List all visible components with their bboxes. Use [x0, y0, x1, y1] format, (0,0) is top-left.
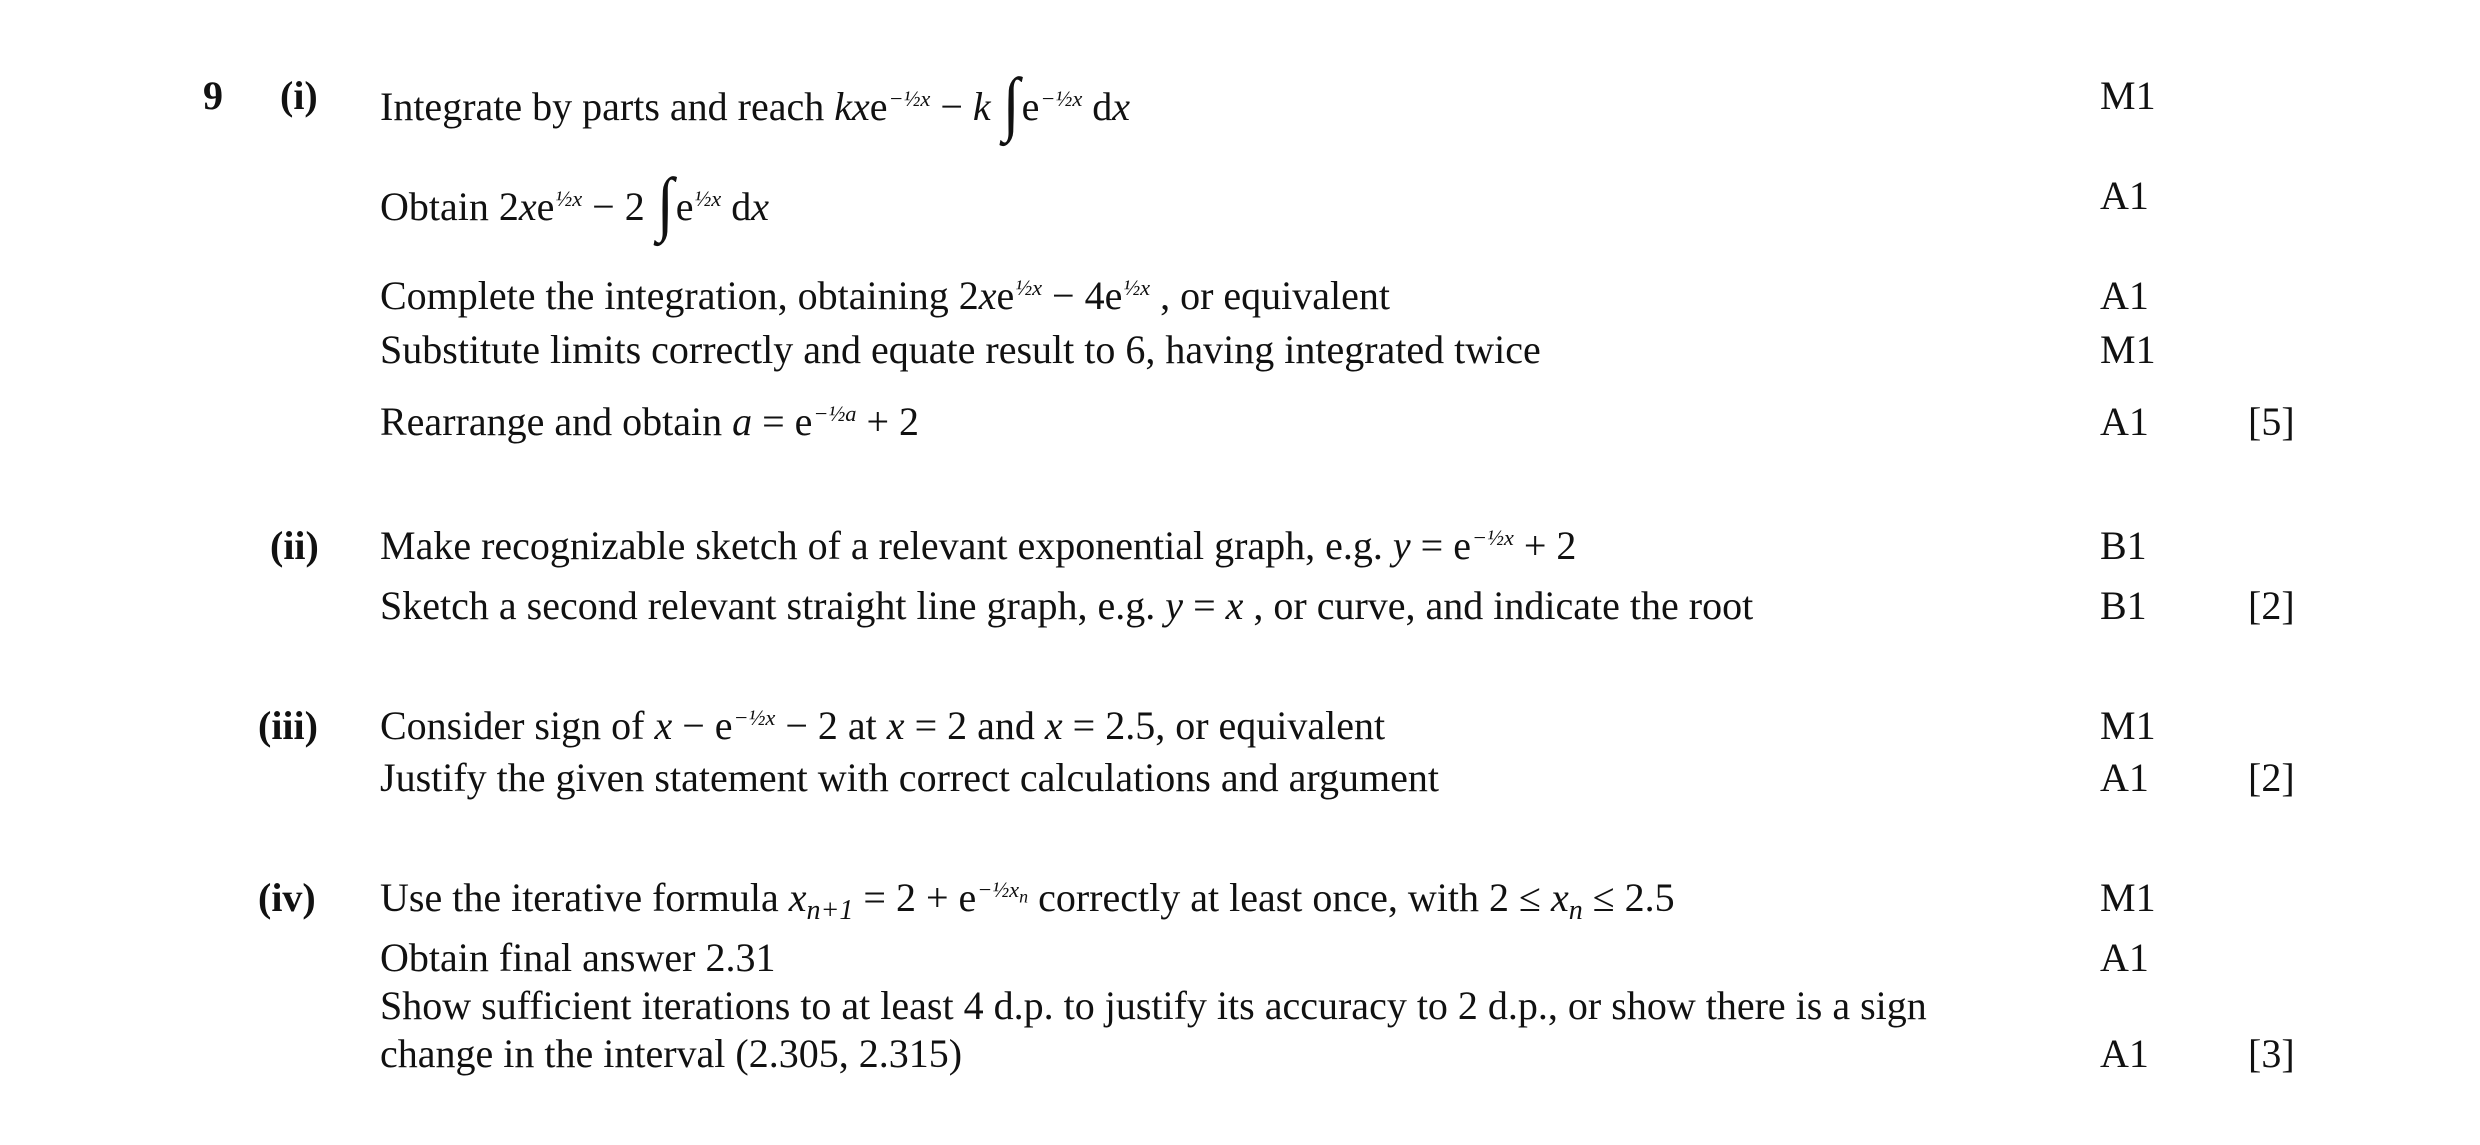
mark-code: A1	[2100, 399, 2149, 444]
math-expression: $a = e^{-\frac{1}{2}a} + 2$	[732, 399, 920, 444]
row-ii-2	[380, 583, 1754, 628]
row-text: Obtain final answer 2.31	[380, 935, 776, 980]
part-label-iv: (iv)	[258, 875, 316, 920]
part-total: [2]	[2248, 583, 2295, 628]
row-text-after: at	[847, 703, 887, 748]
row-iv-2	[380, 935, 776, 980]
math-expression: $y = e^{-\frac{1}{2}x} + 2$	[1392, 523, 1577, 568]
row-iii-2	[380, 755, 1439, 800]
row-iv-3	[380, 983, 1927, 1028]
math-expression: $x - e^{-\frac{1}{2}x} - 2$	[654, 703, 838, 748]
math-expression: $2xe^{\frac{1}{2}x} - 4e^{\frac{1}{2}x}$	[958, 273, 1151, 318]
row-ii-1	[380, 523, 1577, 568]
row-text: Complete the integration, obtaining	[380, 273, 959, 318]
row-iv-1	[380, 875, 1675, 927]
math-expression: $2 \le x_n \le 2.5$	[1489, 875, 1675, 927]
row-i-4	[380, 327, 1541, 372]
mark-code: M1	[2100, 875, 2156, 920]
math-expression: kxe$^{-\frac{1}{2}x}$ − k $\int e^{-\frac{1}{2}x}$ dx	[834, 65, 1131, 144]
part-total: [5]	[2248, 399, 2295, 444]
mark-code: A1	[2100, 273, 2149, 318]
row-i-5	[380, 399, 920, 444]
row-text: Show sufficient iterations to at least 4 d.p. to justify its accuracy to 2 d.p., or show there is a sign	[380, 983, 1927, 1028]
mark-code: A1	[2100, 173, 2149, 218]
mark-code: A1	[2100, 1031, 2149, 1076]
math-expression: $2xe^{\frac{1}{2}x} - 2$ $\int e^{\frac{1}{2}x}$ dx	[498, 165, 769, 244]
row-iii-1	[380, 703, 1386, 748]
part-total: [2]	[2248, 755, 2295, 800]
row-text: Sketch a second relevant straight line graph, e.g.	[380, 583, 1166, 628]
row-text: Make recognizable sketch of a relevant exponential graph, e.g.	[380, 523, 1393, 568]
row-text: Obtain	[380, 184, 499, 229]
row-text: Integrate by parts and reach	[380, 84, 835, 129]
row-i-1	[380, 65, 1131, 144]
row-iv-4	[380, 1031, 963, 1076]
row-text-after: , or equivalent	[1160, 273, 1391, 318]
row-text-after: , or curve, and indicate the root	[1253, 583, 1754, 628]
question-number: 9	[203, 73, 223, 118]
math-expression: $x_{n+1} = 2 + e^{-\frac{1}{2}x_n}$	[788, 875, 1029, 927]
mark-code: M1	[2100, 327, 2156, 372]
row-text-after: correctly at least once, with	[1038, 875, 1489, 920]
row-text: Rearrange and obtain	[380, 399, 733, 444]
math-expression: x = 2 and x = 2.5, or equivalent	[886, 703, 1386, 748]
integral-icon: ∫	[656, 165, 674, 244]
mark-code: M1	[2100, 703, 2156, 748]
row-i-2	[380, 165, 769, 244]
mark-code: B1	[2100, 583, 2147, 628]
mark-code: A1	[2100, 755, 2149, 800]
row-i-3	[380, 273, 1391, 318]
row-text: Consider sign of	[380, 703, 655, 748]
row-text: Justify the given statement with correct calculations and argument	[380, 755, 1439, 800]
mark-code: A1	[2100, 935, 2149, 980]
part-label-ii: (ii)	[270, 523, 319, 568]
row-text: change in the interval (2.305, 2.315)	[380, 1031, 963, 1076]
mark-code: B1	[2100, 523, 2147, 568]
part-label-iii: (iii)	[258, 703, 318, 748]
mark-code: M1	[2100, 73, 2156, 118]
math-expression: y = x	[1165, 583, 1244, 628]
row-text: Substitute limits correctly and equate result to 6, having integrated twice	[380, 327, 1541, 372]
integral-icon: ∫	[1002, 65, 1020, 144]
row-text: Use the iterative formula	[380, 875, 789, 920]
part-label-i: (i)	[280, 73, 318, 118]
part-total: [3]	[2248, 1031, 2295, 1076]
